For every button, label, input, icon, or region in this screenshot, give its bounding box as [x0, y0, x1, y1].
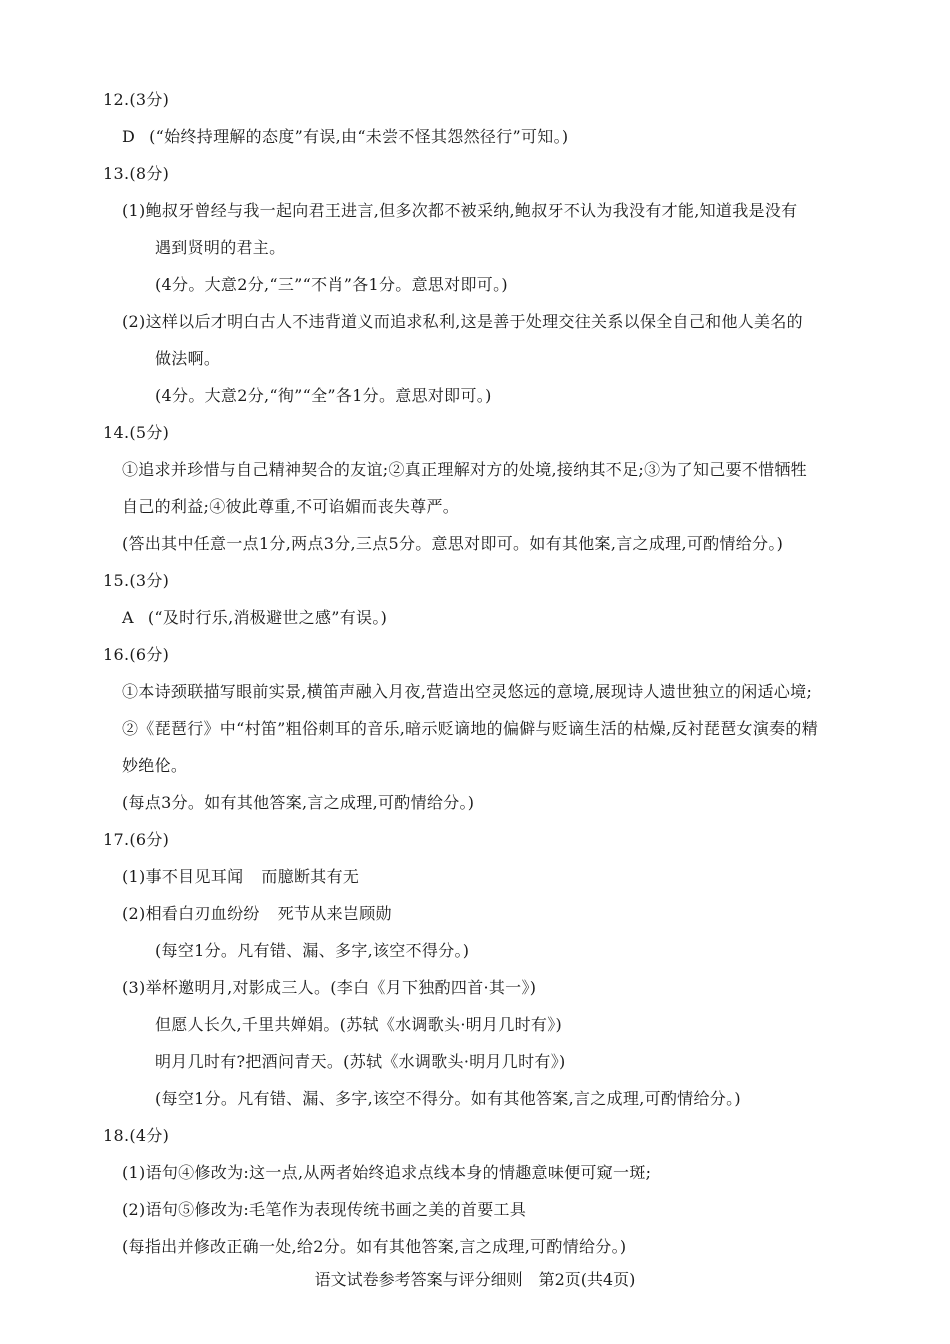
q14-line2: 自己的利益;④彼此尊重,不可谄媚而丧失尊严。 [122, 497, 460, 516]
q18-scoring-note: (每指出并修改正确一处,给2分。如有其他答案,言之成理,可酌情给分。) [122, 1237, 627, 1256]
question-13-header: 13.(8分) [103, 164, 170, 183]
question-12-header: 12.(3分) [103, 90, 170, 109]
q17-part3-scoring-note: (每空1分。凡有错、漏、多字,该空不得分。如有其他答案,言之成理,可酌情给分。) [155, 1089, 741, 1108]
page-number: 第2页(共4页) [538, 1270, 636, 1289]
q17-part3-line2: 但愿人长久,千里共婵娟。(苏轼《水调歌头·明月几时有》) [155, 1015, 563, 1034]
answer-blank-2: 死节从来岂顾勋 [277, 904, 392, 923]
question-14-header: 14.(5分) [103, 423, 170, 442]
q13-part1-line1: (1)鲍叔牙曾经与我一起向君王进言,但多次都不被采纳,鲍叔牙不认为我没有才能,知道我是没有 [122, 201, 798, 220]
question-15-header: 15.(3分) [103, 571, 170, 590]
page-footer [0, 1270, 950, 1290]
q13-part2-line2: 做法啊。 [155, 349, 221, 368]
q13-part2-scoring-note: (4分。大意2分,“徇”“全”各1分。意思对即可。) [155, 386, 492, 405]
part-label: (2) [122, 904, 146, 923]
q16-line1: ①本诗颈联描写眼前实景,横笛声融入月夜,营造出空灵悠远的意境,展现诗人遗世独立的闲适心境; [122, 682, 813, 701]
question-18-header: 18.(4分) [103, 1126, 170, 1145]
q18-part2: (2)语句⑤修改为:毛笔作为表现传统书画之美的首要工具 [122, 1200, 527, 1219]
q17-part1 [122, 867, 359, 887]
answer-choice: A [122, 608, 134, 627]
document-title: 语文试卷参考答案与评分细则 [314, 1270, 523, 1289]
question-15-answer [122, 608, 387, 628]
answer-blank-1: 相看白刃血纷纷 [145, 904, 260, 923]
q17-part3-line3: 明月几时有?把酒问青天。(苏轼《水调歌头·明月几时有》) [155, 1052, 566, 1071]
q14-scoring-note: (答出其中任意一点1分,两点3分,三点5分。意思对即可。如有其他案,言之成理,可酌情给分。) [122, 534, 784, 553]
q13-part2-line1: (2)这样以后才明白古人不违背道义而追求私利,这是善于处理交往关系以保全自己和他人美名的 [122, 312, 803, 331]
q17-part3-line1: (3)举杯邀明月,对影成三人。(李白《月下独酌四首·其一》) [122, 978, 537, 997]
q17-part12-scoring-note: (每空1分。凡有错、漏、多字,该空不得分。) [155, 941, 470, 960]
answer-blank-2: 而臆断其有无 [261, 867, 360, 886]
q13-part1-scoring-note: (4分。大意2分,“三”“不肖”各1分。意思对即可。) [155, 275, 508, 294]
question-12-answer [122, 127, 568, 147]
q14-line1: ①追求并珍惜与自己精神契合的友谊;②真正理解对方的处境,接纳其不足;③为了知己要不惜牺牲 [122, 460, 808, 479]
q16-scoring-note: (每点3分。如有其他答案,言之成理,可酌情给分。) [122, 793, 475, 812]
answer-blank-1: 事不目见耳闻 [145, 867, 244, 886]
q13-part1-line2: 遇到贤明的君主。 [155, 238, 286, 257]
question-17-header: 17.(6分) [103, 830, 170, 849]
part-label: (1) [122, 867, 146, 886]
answer-note: (“及时行乐,消极避世之感”有误。) [147, 608, 388, 627]
q16-line2: ②《琵琶行》中“村笛”粗俗刺耳的音乐,暗示贬谪地的偏僻与贬谪生活的枯燥,反衬琵琶女演奏的精 [122, 719, 819, 738]
q17-part2 [122, 904, 392, 924]
q16-line3: 妙绝伦。 [122, 756, 188, 775]
question-16-header: 16.(6分) [103, 645, 170, 664]
answer-choice: D [122, 127, 136, 146]
q18-part1: (1)语句④修改为:这一点,从两者始终追求点线本身的情趣意味便可窥一斑; [122, 1163, 652, 1182]
answer-note: (“始终持理解的态度”有误,由“未尝不怪其怨然径行”可知。) [149, 127, 569, 146]
